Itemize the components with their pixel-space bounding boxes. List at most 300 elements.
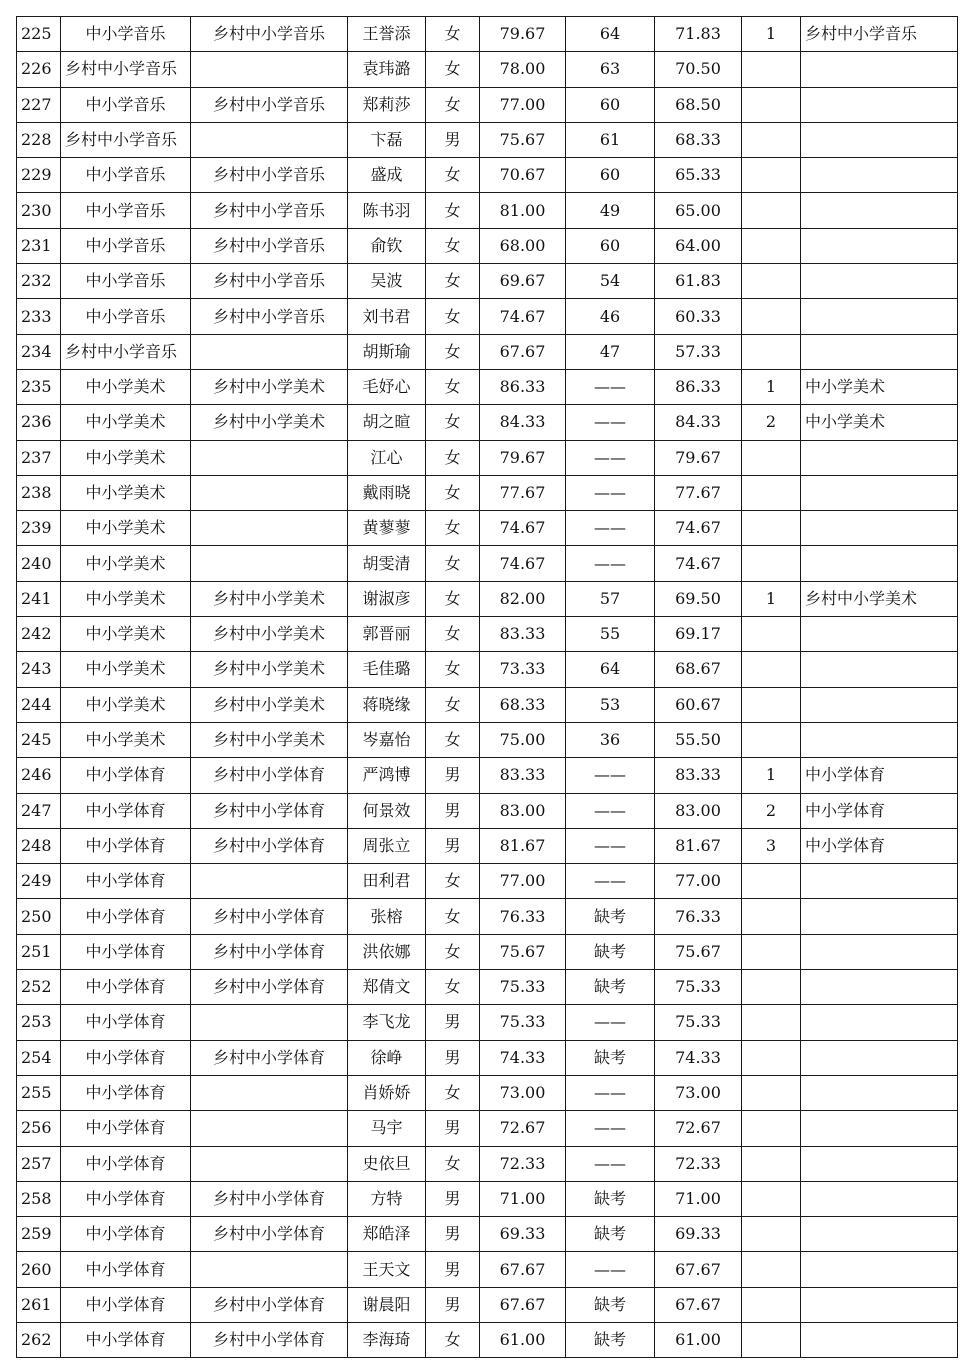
cell-score-two: 缺考: [566, 1217, 655, 1252]
cell-score-one: 77.00: [480, 87, 566, 122]
cell-candidate-name: 刘书君: [348, 299, 426, 334]
cell-candidate-name: 史依旦: [348, 1146, 426, 1181]
cell-rank: [742, 475, 801, 510]
cell-rank: [742, 1181, 801, 1216]
cell-score-two: ——: [566, 1252, 655, 1287]
cell-candidate-name: 李飞龙: [348, 1005, 426, 1040]
cell-rank: 3: [742, 828, 801, 863]
cell-rural-post: [191, 1075, 348, 1110]
cell-score-two: ——: [566, 1005, 655, 1040]
table-row: [17, 1040, 958, 1075]
cell-score-one: 74.33: [480, 1040, 566, 1075]
cell-candidate-name: 张榕: [348, 899, 426, 934]
cell-candidate-name: 胡之暄: [348, 405, 426, 440]
cell-total-score: 75.67: [655, 934, 742, 969]
cell-score-two: ——: [566, 475, 655, 510]
cell-total-score: 72.33: [655, 1146, 742, 1181]
cell-score-one: 75.67: [480, 934, 566, 969]
cell-serial-number: 252: [17, 970, 61, 1005]
cell-serial-number: 230: [17, 193, 61, 228]
cell-candidate-name: 何景效: [348, 793, 426, 828]
cell-rank: [742, 1146, 801, 1181]
cell-admitted-post: [801, 87, 958, 122]
table-row: [17, 934, 958, 969]
cell-rural-post: 乡村中小学美术: [191, 687, 348, 722]
cell-rural-post: [191, 1252, 348, 1287]
cell-exam-category: 中小学体育: [61, 1075, 191, 1110]
cell-rural-post: 乡村中小学音乐: [191, 17, 348, 52]
cell-total-score: 77.00: [655, 864, 742, 899]
cell-exam-category: 中小学美术: [61, 581, 191, 616]
cell-rank: [742, 1111, 801, 1146]
cell-serial-number: 231: [17, 228, 61, 263]
cell-exam-category: 中小学美术: [61, 440, 191, 475]
cell-total-score: 79.67: [655, 440, 742, 475]
cell-admitted-post: [801, 687, 958, 722]
cell-rank: [742, 158, 801, 193]
cell-serial-number: 240: [17, 546, 61, 581]
cell-rank: [742, 299, 801, 334]
cell-admitted-post: [801, 652, 958, 687]
cell-rural-post: [191, 122, 348, 157]
cell-rank: [742, 264, 801, 299]
cell-gender: 女: [426, 1075, 480, 1110]
cell-rural-post: [191, 1146, 348, 1181]
cell-score-one: 71.00: [480, 1181, 566, 1216]
cell-score-one: 68.33: [480, 687, 566, 722]
cell-gender: 女: [426, 334, 480, 369]
cell-admitted-post: [801, 722, 958, 757]
cell-admitted-post: [801, 1111, 958, 1146]
cell-exam-category: 中小学体育: [61, 1040, 191, 1075]
cell-rural-post: 乡村中小学体育: [191, 1217, 348, 1252]
cell-candidate-name: 洪依娜: [348, 934, 426, 969]
cell-score-two: 64: [566, 652, 655, 687]
table-row: [17, 1075, 958, 1110]
cell-rank: 1: [742, 369, 801, 404]
cell-exam-category: 中小学体育: [61, 1146, 191, 1181]
cell-score-one: 75.67: [480, 122, 566, 157]
cell-total-score: 67.67: [655, 1252, 742, 1287]
cell-score-one: 75.33: [480, 1005, 566, 1040]
cell-admitted-post: [801, 864, 958, 899]
table-row: [17, 299, 958, 334]
cell-total-score: 57.33: [655, 334, 742, 369]
cell-candidate-name: 谢晨阳: [348, 1287, 426, 1322]
cell-score-one: 72.67: [480, 1111, 566, 1146]
cell-score-one: 84.33: [480, 405, 566, 440]
cell-total-score: 68.50: [655, 87, 742, 122]
cell-gender: 男: [426, 1217, 480, 1252]
cell-rank: [742, 864, 801, 899]
cell-rank: [742, 1075, 801, 1110]
cell-exam-category: 中小学体育: [61, 1322, 191, 1357]
cell-rural-post: [191, 440, 348, 475]
cell-candidate-name: 毛佳璐: [348, 652, 426, 687]
cell-exam-category: 中小学音乐: [61, 264, 191, 299]
cell-total-score: 65.33: [655, 158, 742, 193]
cell-rank: [742, 617, 801, 652]
results-sheet: [16, 16, 957, 1358]
cell-candidate-name: 谢淑彦: [348, 581, 426, 616]
cell-admitted-post: [801, 899, 958, 934]
cell-gender: 女: [426, 617, 480, 652]
cell-serial-number: 244: [17, 687, 61, 722]
cell-candidate-name: 田利君: [348, 864, 426, 899]
cell-rank: [742, 52, 801, 87]
cell-gender: 男: [426, 758, 480, 793]
cell-total-score: 81.67: [655, 828, 742, 863]
table-row: [17, 1287, 958, 1322]
cell-serial-number: 225: [17, 17, 61, 52]
cell-gender: 女: [426, 546, 480, 581]
cell-admitted-post: [801, 299, 958, 334]
cell-total-score: 74.67: [655, 546, 742, 581]
table-row: [17, 546, 958, 581]
cell-score-one: 69.33: [480, 1217, 566, 1252]
cell-exam-category: 中小学美术: [61, 546, 191, 581]
cell-exam-category: 中小学美术: [61, 617, 191, 652]
cell-score-one: 72.33: [480, 1146, 566, 1181]
cell-serial-number: 235: [17, 369, 61, 404]
table-row: [17, 193, 958, 228]
cell-score-one: 69.67: [480, 264, 566, 299]
cell-candidate-name: 周张立: [348, 828, 426, 863]
table-row: [17, 1217, 958, 1252]
cell-total-score: 61.00: [655, 1322, 742, 1357]
cell-exam-category: 中小学体育: [61, 793, 191, 828]
cell-rural-post: 乡村中小学体育: [191, 1040, 348, 1075]
cell-admitted-post: [801, 1005, 958, 1040]
cell-candidate-name: 袁玮潞: [348, 52, 426, 87]
cell-score-one: 83.00: [480, 793, 566, 828]
cell-admitted-post: 乡村中小学美术: [801, 581, 958, 616]
cell-rural-post: [191, 52, 348, 87]
cell-admitted-post: [801, 1181, 958, 1216]
cell-candidate-name: 郑皓泽: [348, 1217, 426, 1252]
cell-rural-post: 乡村中小学美术: [191, 369, 348, 404]
cell-total-score: 74.67: [655, 511, 742, 546]
cell-admitted-post: [801, 934, 958, 969]
cell-serial-number: 237: [17, 440, 61, 475]
cell-exam-category: 中小学体育: [61, 1005, 191, 1040]
cell-score-two: ——: [566, 440, 655, 475]
cell-score-two: ——: [566, 511, 655, 546]
cell-admitted-post: [801, 475, 958, 510]
cell-admitted-post: 中小学美术: [801, 405, 958, 440]
cell-admitted-post: [801, 1287, 958, 1322]
cell-serial-number: 233: [17, 299, 61, 334]
cell-total-score: 76.33: [655, 899, 742, 934]
cell-rural-post: 乡村中小学音乐: [191, 193, 348, 228]
cell-candidate-name: 郭晋丽: [348, 617, 426, 652]
table-row: [17, 87, 958, 122]
cell-score-one: 67.67: [480, 1287, 566, 1322]
cell-score-two: 缺考: [566, 1181, 655, 1216]
cell-serial-number: 254: [17, 1040, 61, 1075]
cell-admitted-post: [801, 511, 958, 546]
cell-score-one: 74.67: [480, 511, 566, 546]
cell-rank: 2: [742, 793, 801, 828]
cell-score-one: 61.00: [480, 1322, 566, 1357]
cell-serial-number: 262: [17, 1322, 61, 1357]
cell-exam-category: 乡村中小学音乐: [61, 122, 191, 157]
cell-score-one: 77.67: [480, 475, 566, 510]
table-row: [17, 1146, 958, 1181]
cell-total-score: 68.33: [655, 122, 742, 157]
cell-serial-number: 256: [17, 1111, 61, 1146]
cell-score-two: 36: [566, 722, 655, 757]
cell-score-two: 47: [566, 334, 655, 369]
cell-gender: 男: [426, 1287, 480, 1322]
cell-score-one: 81.00: [480, 193, 566, 228]
cell-admitted-post: 中小学美术: [801, 369, 958, 404]
cell-candidate-name: 吴波: [348, 264, 426, 299]
cell-candidate-name: 毛妤心: [348, 369, 426, 404]
cell-score-one: 83.33: [480, 617, 566, 652]
cell-score-two: 49: [566, 193, 655, 228]
cell-admitted-post: [801, 1322, 958, 1357]
cell-admitted-post: [801, 334, 958, 369]
cell-admitted-post: [801, 1040, 958, 1075]
table-row: [17, 475, 958, 510]
cell-rural-post: 乡村中小学体育: [191, 970, 348, 1005]
cell-total-score: 83.33: [655, 758, 742, 793]
cell-total-score: 60.33: [655, 299, 742, 334]
cell-exam-category: 中小学体育: [61, 864, 191, 899]
cell-rural-post: 乡村中小学美术: [191, 405, 348, 440]
cell-score-one: 79.67: [480, 17, 566, 52]
cell-total-score: 75.33: [655, 1005, 742, 1040]
cell-admitted-post: [801, 1146, 958, 1181]
table-row: [17, 17, 958, 52]
cell-score-two: ——: [566, 369, 655, 404]
cell-rural-post: 乡村中小学音乐: [191, 264, 348, 299]
cell-exam-category: 中小学音乐: [61, 299, 191, 334]
cell-total-score: 65.00: [655, 193, 742, 228]
table-row: [17, 1322, 958, 1357]
cell-score-two: 46: [566, 299, 655, 334]
cell-serial-number: 234: [17, 334, 61, 369]
cell-gender: 女: [426, 1146, 480, 1181]
cell-rank: 1: [742, 581, 801, 616]
table-row: [17, 228, 958, 263]
cell-total-score: 60.67: [655, 687, 742, 722]
cell-total-score: 68.67: [655, 652, 742, 687]
cell-total-score: 64.00: [655, 228, 742, 263]
cell-admitted-post: [801, 1075, 958, 1110]
cell-total-score: 73.00: [655, 1075, 742, 1110]
cell-rank: [742, 970, 801, 1005]
cell-serial-number: 250: [17, 899, 61, 934]
table-row: [17, 369, 958, 404]
cell-gender: 女: [426, 864, 480, 899]
table-row: [17, 581, 958, 616]
table-row: [17, 793, 958, 828]
cell-rural-post: 乡村中小学体育: [191, 1287, 348, 1322]
cell-score-two: 63: [566, 52, 655, 87]
cell-serial-number: 260: [17, 1252, 61, 1287]
cell-candidate-name: 严鸿博: [348, 758, 426, 793]
cell-exam-category: 中小学体育: [61, 1217, 191, 1252]
cell-score-one: 75.33: [480, 970, 566, 1005]
cell-gender: 女: [426, 475, 480, 510]
cell-gender: 男: [426, 1181, 480, 1216]
cell-gender: 女: [426, 511, 480, 546]
cell-gender: 女: [426, 687, 480, 722]
cell-gender: 男: [426, 1005, 480, 1040]
cell-score-two: ——: [566, 864, 655, 899]
cell-rank: [742, 899, 801, 934]
cell-total-score: 77.67: [655, 475, 742, 510]
results-table: [16, 16, 958, 1358]
cell-total-score: 69.33: [655, 1217, 742, 1252]
cell-rural-post: [191, 334, 348, 369]
cell-admitted-post: 中小学体育: [801, 793, 958, 828]
cell-rank: [742, 193, 801, 228]
cell-score-one: 67.67: [480, 1252, 566, 1287]
cell-candidate-name: 黄蓼蓼: [348, 511, 426, 546]
cell-admitted-post: [801, 122, 958, 157]
cell-exam-category: 中小学音乐: [61, 87, 191, 122]
cell-total-score: 70.50: [655, 52, 742, 87]
table-row: [17, 970, 958, 1005]
cell-rank: [742, 440, 801, 475]
cell-score-two: 54: [566, 264, 655, 299]
cell-gender: 女: [426, 17, 480, 52]
cell-score-one: 86.33: [480, 369, 566, 404]
table-row: [17, 264, 958, 299]
cell-exam-category: 中小学美术: [61, 722, 191, 757]
cell-candidate-name: 戴雨晓: [348, 475, 426, 510]
cell-gender: 女: [426, 970, 480, 1005]
cell-gender: 女: [426, 193, 480, 228]
cell-score-two: ——: [566, 405, 655, 440]
cell-total-score: 61.83: [655, 264, 742, 299]
cell-rank: [742, 722, 801, 757]
cell-serial-number: 251: [17, 934, 61, 969]
table-row: [17, 1005, 958, 1040]
cell-exam-category: 乡村中小学音乐: [61, 52, 191, 87]
cell-exam-category: 中小学美术: [61, 369, 191, 404]
cell-admitted-post: [801, 970, 958, 1005]
cell-candidate-name: 肖娇娇: [348, 1075, 426, 1110]
cell-score-two: 缺考: [566, 934, 655, 969]
cell-score-one: 70.67: [480, 158, 566, 193]
cell-gender: 女: [426, 440, 480, 475]
cell-candidate-name: 王天文: [348, 1252, 426, 1287]
cell-score-one: 79.67: [480, 440, 566, 475]
cell-rank: [742, 934, 801, 969]
cell-rank: 1: [742, 758, 801, 793]
cell-serial-number: 228: [17, 122, 61, 157]
cell-serial-number: 236: [17, 405, 61, 440]
cell-rural-post: [191, 475, 348, 510]
cell-admitted-post: [801, 52, 958, 87]
cell-rural-post: 乡村中小学音乐: [191, 228, 348, 263]
cell-candidate-name: 方特: [348, 1181, 426, 1216]
cell-gender: 男: [426, 122, 480, 157]
cell-total-score: 55.50: [655, 722, 742, 757]
cell-admitted-post: [801, 1252, 958, 1287]
cell-score-two: 缺考: [566, 1287, 655, 1322]
cell-score-two: ——: [566, 1075, 655, 1110]
cell-gender: 女: [426, 405, 480, 440]
cell-score-two: 缺考: [566, 1040, 655, 1075]
cell-rural-post: 乡村中小学体育: [191, 899, 348, 934]
cell-rank: [742, 687, 801, 722]
cell-admitted-post: [801, 546, 958, 581]
cell-gender: 女: [426, 1322, 480, 1357]
cell-candidate-name: 岑嘉怡: [348, 722, 426, 757]
cell-score-one: 73.00: [480, 1075, 566, 1110]
cell-gender: 女: [426, 299, 480, 334]
cell-score-two: ——: [566, 793, 655, 828]
table-row: [17, 52, 958, 87]
cell-rank: [742, 652, 801, 687]
cell-gender: 女: [426, 52, 480, 87]
cell-serial-number: 253: [17, 1005, 61, 1040]
cell-serial-number: 247: [17, 793, 61, 828]
cell-rural-post: [191, 546, 348, 581]
cell-score-one: 77.00: [480, 864, 566, 899]
cell-score-two: ——: [566, 828, 655, 863]
cell-gender: 男: [426, 1040, 480, 1075]
cell-admitted-post: [801, 1217, 958, 1252]
cell-exam-category: 中小学美术: [61, 511, 191, 546]
table-row: [17, 687, 958, 722]
cell-gender: 女: [426, 581, 480, 616]
cell-serial-number: 245: [17, 722, 61, 757]
table-row: [17, 864, 958, 899]
cell-serial-number: 243: [17, 652, 61, 687]
cell-gender: 男: [426, 1111, 480, 1146]
cell-candidate-name: 俞钦: [348, 228, 426, 263]
cell-exam-category: 中小学美术: [61, 475, 191, 510]
cell-total-score: 72.67: [655, 1111, 742, 1146]
cell-candidate-name: 郑倩文: [348, 970, 426, 1005]
cell-score-two: 60: [566, 158, 655, 193]
table-row: [17, 758, 958, 793]
table-row: [17, 158, 958, 193]
cell-score-two: ——: [566, 1111, 655, 1146]
cell-score-one: 67.67: [480, 334, 566, 369]
cell-admitted-post: [801, 617, 958, 652]
cell-score-one: 82.00: [480, 581, 566, 616]
cell-exam-category: 中小学美术: [61, 687, 191, 722]
cell-serial-number: 241: [17, 581, 61, 616]
table-row: [17, 405, 958, 440]
cell-total-score: 69.17: [655, 617, 742, 652]
cell-total-score: 67.67: [655, 1287, 742, 1322]
cell-serial-number: 255: [17, 1075, 61, 1110]
cell-score-one: 81.67: [480, 828, 566, 863]
cell-serial-number: 259: [17, 1217, 61, 1252]
cell-exam-category: 中小学体育: [61, 828, 191, 863]
cell-rank: [742, 122, 801, 157]
cell-rural-post: [191, 864, 348, 899]
cell-serial-number: 226: [17, 52, 61, 87]
cell-total-score: 75.33: [655, 970, 742, 1005]
cell-score-two: 缺考: [566, 1322, 655, 1357]
cell-gender: 女: [426, 264, 480, 299]
table-row: [17, 440, 958, 475]
table-row: [17, 511, 958, 546]
cell-candidate-name: 李海琦: [348, 1322, 426, 1357]
cell-rural-post: 乡村中小学体育: [191, 934, 348, 969]
cell-rural-post: [191, 511, 348, 546]
cell-rural-post: [191, 1005, 348, 1040]
